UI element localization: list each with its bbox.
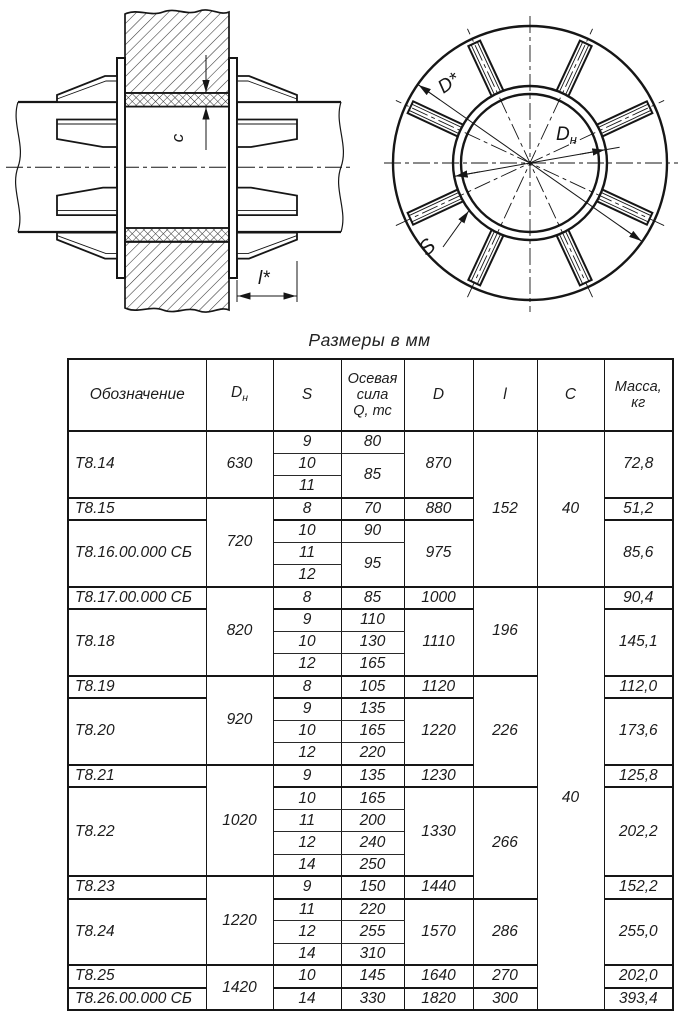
value-cell: 10: [273, 453, 341, 475]
designation-cell: Т8.22: [68, 787, 206, 876]
value-cell: 202,2: [604, 787, 673, 876]
value-cell: 330: [341, 988, 404, 1010]
value-cell: 1570: [404, 899, 473, 966]
value-cell: 14: [273, 854, 341, 876]
value-cell: 10: [273, 720, 341, 742]
value-cell: 152: [473, 431, 537, 587]
value-cell: 110: [341, 609, 404, 631]
value-cell: 240: [341, 832, 404, 854]
value-cell: 220: [341, 899, 404, 921]
value-cell: 70: [341, 498, 404, 520]
value-cell: 145,1: [604, 609, 673, 676]
value-cell: 51,2: [604, 498, 673, 520]
value-cell: 12: [273, 743, 341, 765]
value-cell: 286: [473, 899, 537, 966]
packing-band-top: [125, 93, 229, 107]
designation-cell: Т8.15: [68, 498, 206, 520]
value-cell: 1640: [404, 965, 473, 987]
value-cell: 1420: [206, 965, 273, 1010]
value-cell: 1000: [404, 587, 473, 609]
value-cell: 112,0: [604, 676, 673, 698]
value-cell: 12: [273, 654, 341, 676]
packing-band-bottom: [125, 228, 229, 242]
column-header: $D_н$: [206, 359, 273, 431]
value-cell: 250: [341, 854, 404, 876]
value-cell: 135: [341, 765, 404, 787]
value-cell: 9: [273, 609, 341, 631]
value-cell: 266: [473, 787, 537, 898]
value-cell: 12: [273, 565, 341, 587]
value-cell: 270: [473, 965, 537, 987]
value-cell: 10: [273, 965, 341, 987]
designation-cell: Т8.23: [68, 876, 206, 898]
designation-cell: Т8.24: [68, 899, 206, 966]
value-cell: 975: [404, 520, 473, 587]
dim-label-l: l*: [258, 268, 270, 289]
dimension-s-leader: [443, 211, 469, 247]
value-cell: 880: [404, 498, 473, 520]
value-cell: 85: [341, 453, 404, 498]
value-cell: 310: [341, 943, 404, 965]
value-cell: 1220: [404, 698, 473, 765]
value-cell: 1820: [404, 988, 473, 1010]
value-cell: 11: [273, 810, 341, 832]
value-cell: 202,0: [604, 965, 673, 987]
dim-label-d-star: D*: [434, 68, 464, 99]
value-cell: 720: [206, 498, 273, 587]
value-cell: 1440: [404, 876, 473, 898]
value-cell: 9: [273, 765, 341, 787]
value-cell: 95: [341, 542, 404, 587]
value-cell: 1110: [404, 609, 473, 676]
column-header: C: [537, 359, 604, 431]
value-cell: 105: [341, 676, 404, 698]
value-cell: 85: [341, 587, 404, 609]
value-cell: 12: [273, 921, 341, 943]
value-cell: 820: [206, 587, 273, 676]
value-cell: 1020: [206, 765, 273, 876]
value-cell: 255: [341, 921, 404, 943]
designation-cell: Т8.16.00.000 СБ: [68, 520, 206, 587]
value-cell: 90,4: [604, 587, 673, 609]
designation-cell: Т8.21: [68, 765, 206, 787]
value-cell: 135: [341, 698, 404, 720]
designation-cell: Т8.18: [68, 609, 206, 676]
designation-cell: Т8.20: [68, 698, 206, 765]
value-cell: 8: [273, 498, 341, 520]
column-header: D: [404, 359, 473, 431]
value-cell: 226: [473, 676, 537, 787]
value-cell: 200: [341, 810, 404, 832]
value-cell: 90: [341, 520, 404, 542]
column-header: l: [473, 359, 537, 431]
dim-label-s: S: [414, 234, 441, 261]
value-cell: 130: [341, 631, 404, 653]
header-row: [68, 359, 673, 431]
value-cell: 920: [206, 676, 273, 765]
column-header: Осевая сила Q, тс: [341, 359, 404, 431]
table-caption: Размеры в мм: [308, 330, 431, 350]
front-view-drawing: [384, 16, 678, 312]
value-cell: 220: [341, 743, 404, 765]
value-cell: 85,6: [604, 520, 673, 587]
value-cell: 630: [206, 431, 273, 498]
table-row: [68, 587, 673, 609]
value-cell: 12: [273, 832, 341, 854]
column-header: S: [273, 359, 341, 431]
value-cell: 10: [273, 787, 341, 809]
value-cell: 9: [273, 698, 341, 720]
value-cell: 145: [341, 965, 404, 987]
value-cell: 152,2: [604, 876, 673, 898]
section-view-drawing: [6, 10, 352, 312]
value-cell: 165: [341, 654, 404, 676]
value-cell: 80: [341, 431, 404, 453]
table-row: [68, 431, 673, 453]
ring-plate-left: [117, 58, 125, 278]
dim-label-dn: $D_н$: [556, 124, 577, 147]
value-cell: 165: [341, 787, 404, 809]
value-cell: 14: [273, 988, 341, 1010]
value-cell: 11: [273, 899, 341, 921]
designation-cell: Т8.14: [68, 431, 206, 498]
ring-plate-right: [229, 58, 237, 278]
value-cell: 11: [273, 542, 341, 564]
designation-cell: Т8.19: [68, 676, 206, 698]
value-cell: 10: [273, 520, 341, 542]
value-cell: 393,4: [604, 988, 673, 1010]
designation-cell: Т8.25: [68, 965, 206, 987]
value-cell: 1330: [404, 787, 473, 876]
value-cell: 72,8: [604, 431, 673, 498]
designation-cell: Т8.17.00.000 СБ: [68, 587, 206, 609]
value-cell: 1230: [404, 765, 473, 787]
value-cell: 14: [273, 943, 341, 965]
value-cell: 196: [473, 587, 537, 676]
value-cell: 1120: [404, 676, 473, 698]
value-cell: 40: [537, 431, 604, 587]
value-cell: 1220: [206, 876, 273, 965]
value-cell: 9: [273, 876, 341, 898]
dimensions-table: [67, 358, 674, 1011]
wall-top: [125, 10, 229, 93]
value-cell: 10: [273, 631, 341, 653]
wall-bottom: [125, 242, 229, 312]
value-cell: 255,0: [604, 899, 673, 966]
value-cell: 8: [273, 676, 341, 698]
drawings: [0, 0, 700, 332]
value-cell: 150: [341, 876, 404, 898]
value-cell: 8: [273, 587, 341, 609]
column-header: Обозначение: [68, 359, 206, 431]
value-cell: 300: [473, 988, 537, 1010]
value-cell: 125,8: [604, 765, 673, 787]
value-cell: 165: [341, 720, 404, 742]
dim-label-c: c: [168, 133, 187, 143]
value-cell: 173,6: [604, 698, 673, 765]
value-cell: 40: [537, 587, 604, 1010]
column-header: Масса, кг: [604, 359, 673, 431]
value-cell: 870: [404, 431, 473, 498]
value-cell: 9: [273, 431, 341, 453]
designation-cell: Т8.26.00.000 СБ: [68, 988, 206, 1010]
value-cell: 11: [273, 476, 341, 498]
